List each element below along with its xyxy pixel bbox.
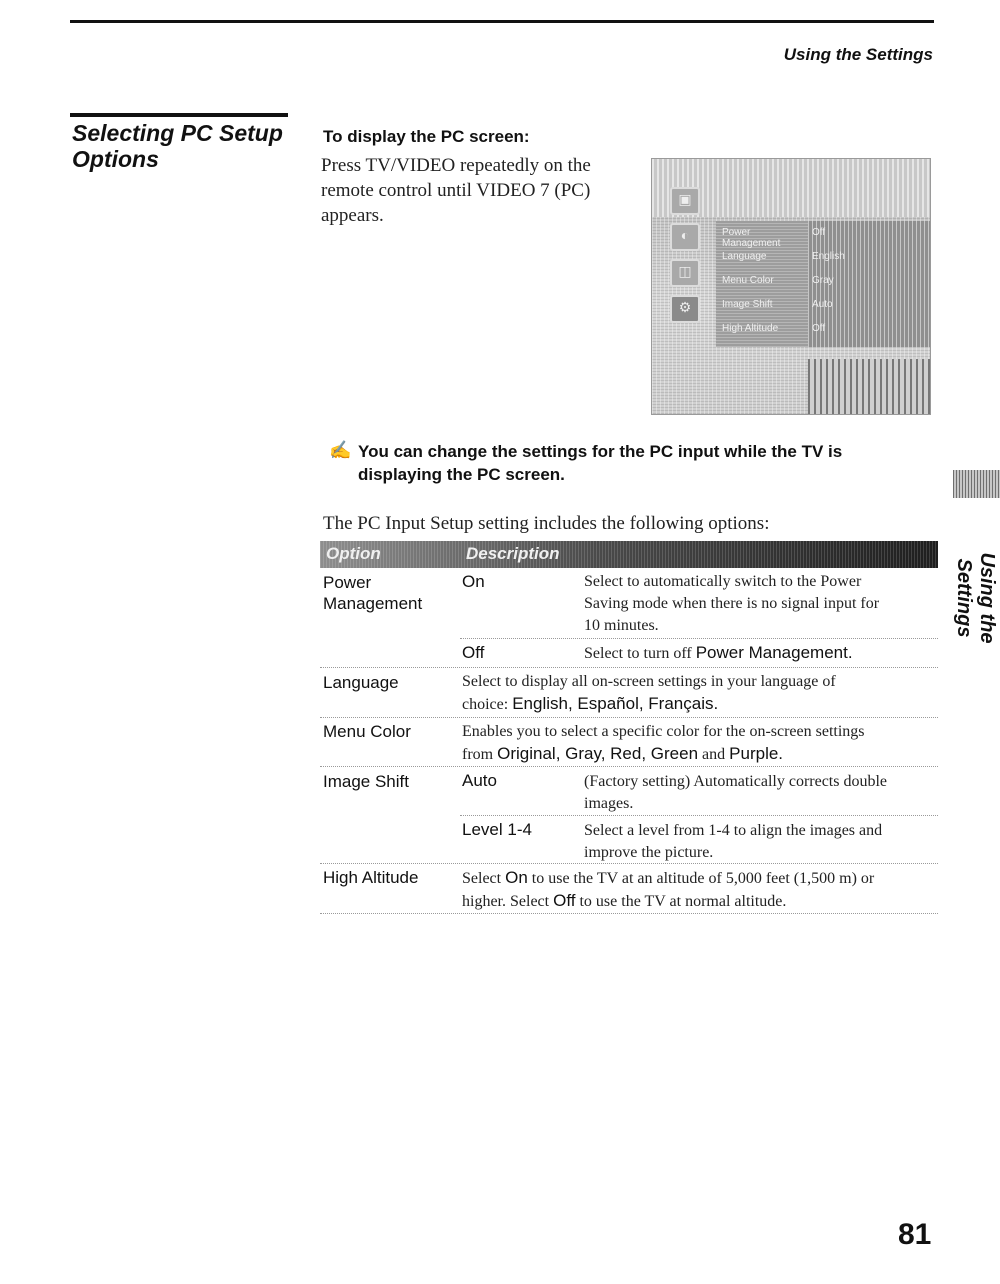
tv-icon-column xyxy=(666,187,704,327)
desc-term: Purple. xyxy=(729,744,784,763)
table-header xyxy=(320,541,938,568)
tv-menu-value: English xyxy=(812,251,845,262)
row-divider xyxy=(320,913,938,914)
tv-menu-value: Off xyxy=(812,227,826,238)
tv-menu-item: Language xyxy=(722,251,767,262)
desc-menu-color xyxy=(462,721,934,766)
page-number: 81 xyxy=(898,1218,932,1251)
row-divider xyxy=(320,667,938,668)
side-tab-marker xyxy=(953,470,1000,498)
desc-line: 10 minutes. xyxy=(584,617,659,634)
desc-line: improve the picture. xyxy=(584,844,714,861)
value-off: Off xyxy=(462,643,485,662)
value-auto: Auto xyxy=(462,771,497,790)
row-divider xyxy=(460,638,938,639)
desc-text: from xyxy=(462,746,498,763)
table-intro: The PC Input Setup setting includes the following options: xyxy=(323,513,770,534)
side-tab-label: Using the Settings xyxy=(953,552,998,644)
desc-line xyxy=(462,867,934,890)
picture-icon: ◐ xyxy=(670,223,700,251)
tv-menu-value: Auto xyxy=(812,299,833,310)
running-head: Using the Settings xyxy=(783,45,933,64)
row-divider xyxy=(320,863,938,864)
header-option: Option xyxy=(326,544,381,563)
tv-menu-item: Power Management xyxy=(722,227,781,249)
note-line: You can change the settings for the PC input while the TV is xyxy=(358,442,843,461)
tv-menu-item: High Altitude xyxy=(722,323,779,334)
display-pc-heading: To display the PC screen: xyxy=(323,127,530,146)
desc-text: choice: xyxy=(462,696,513,713)
desc-line xyxy=(462,693,934,716)
option-language: Language xyxy=(323,673,399,692)
option-name-line: Management xyxy=(323,594,423,613)
desc-image-shift-auto xyxy=(584,771,934,815)
sound-icon: ◫ xyxy=(670,259,700,287)
display-pc-instructions xyxy=(321,153,626,228)
desc-line: Saving mode when there is no signal input for xyxy=(584,595,880,612)
instruction-line: Press TV/VIDEO repeatedly on the xyxy=(321,155,591,176)
desc-line: Select to display all on-screen settings in your language of xyxy=(462,673,836,690)
desc-text: Select to turn off xyxy=(584,645,696,662)
option-image-shift: Image Shift xyxy=(323,772,409,791)
desc-high-altitude xyxy=(462,867,934,913)
desc-line: Select a level from 1-4 to align the images and xyxy=(584,822,883,839)
desc-image-shift-level xyxy=(584,820,934,864)
setup-icon: ⚙ xyxy=(670,295,700,323)
desc-line: Enables you to select a specific color for the on-screen settings xyxy=(462,723,865,740)
section-title-line1: Selecting PC Setup xyxy=(72,120,283,146)
desc-line xyxy=(462,890,934,913)
section-title xyxy=(72,120,302,172)
desc-term: Off xyxy=(553,891,576,910)
note-line: displaying the PC screen. xyxy=(358,465,565,484)
desc-power-on xyxy=(584,571,934,637)
tv-value-list xyxy=(808,221,930,347)
tv-icon: ▣ xyxy=(670,187,700,215)
desc-text: to use the TV at normal altitude. xyxy=(575,893,787,910)
desc-text: and xyxy=(698,746,730,763)
option-power-management xyxy=(323,572,422,614)
desc-power-off xyxy=(584,642,934,665)
value-level: Level 1-4 xyxy=(462,820,532,839)
desc-language xyxy=(462,671,934,716)
tv-menu-value: Off xyxy=(812,323,826,334)
row-divider xyxy=(320,717,938,718)
option-name-line: Power xyxy=(323,573,372,592)
desc-term: English, Español, Français. xyxy=(512,694,719,713)
desc-line: Select to automatically switch to the Power xyxy=(584,573,862,590)
tv-background-bars xyxy=(808,359,930,414)
desc-text: higher. Select xyxy=(462,893,554,910)
section-rule xyxy=(70,113,288,117)
value-on: On xyxy=(462,572,485,591)
row-divider xyxy=(320,766,938,767)
tv-menu-value: Gray xyxy=(812,275,834,286)
instruction-line: remote control until VIDEO 7 (PC) xyxy=(321,180,591,201)
note-pencil-icon: ✍ xyxy=(329,440,352,460)
top-rule xyxy=(70,20,934,23)
row-divider xyxy=(460,815,938,816)
tv-menu-screenshot xyxy=(651,158,931,415)
desc-text: Select xyxy=(462,870,506,887)
tv-menu-item: Image Shift xyxy=(722,299,773,310)
option-high-altitude: High Altitude xyxy=(323,868,419,887)
instruction-line: appears. xyxy=(321,205,384,226)
header-description: Description xyxy=(466,544,560,563)
desc-text: to use the TV at an altitude of 5,000 feet (1,500 m) or xyxy=(527,870,875,887)
desc-term: On xyxy=(505,868,528,887)
desc-term: Power Management. xyxy=(695,643,853,662)
note-text xyxy=(358,440,898,486)
desc-line xyxy=(462,743,934,766)
desc-term: Original, Gray, Red, Green xyxy=(497,744,699,763)
section-title-line2: Options xyxy=(72,146,159,172)
option-menu-color: Menu Color xyxy=(323,722,411,741)
tv-menu-item: Menu Color xyxy=(722,275,774,286)
desc-line: (Factory setting) Automatically corrects double xyxy=(584,773,888,790)
desc-line: images. xyxy=(584,795,634,812)
tv-menu-list xyxy=(716,221,808,347)
